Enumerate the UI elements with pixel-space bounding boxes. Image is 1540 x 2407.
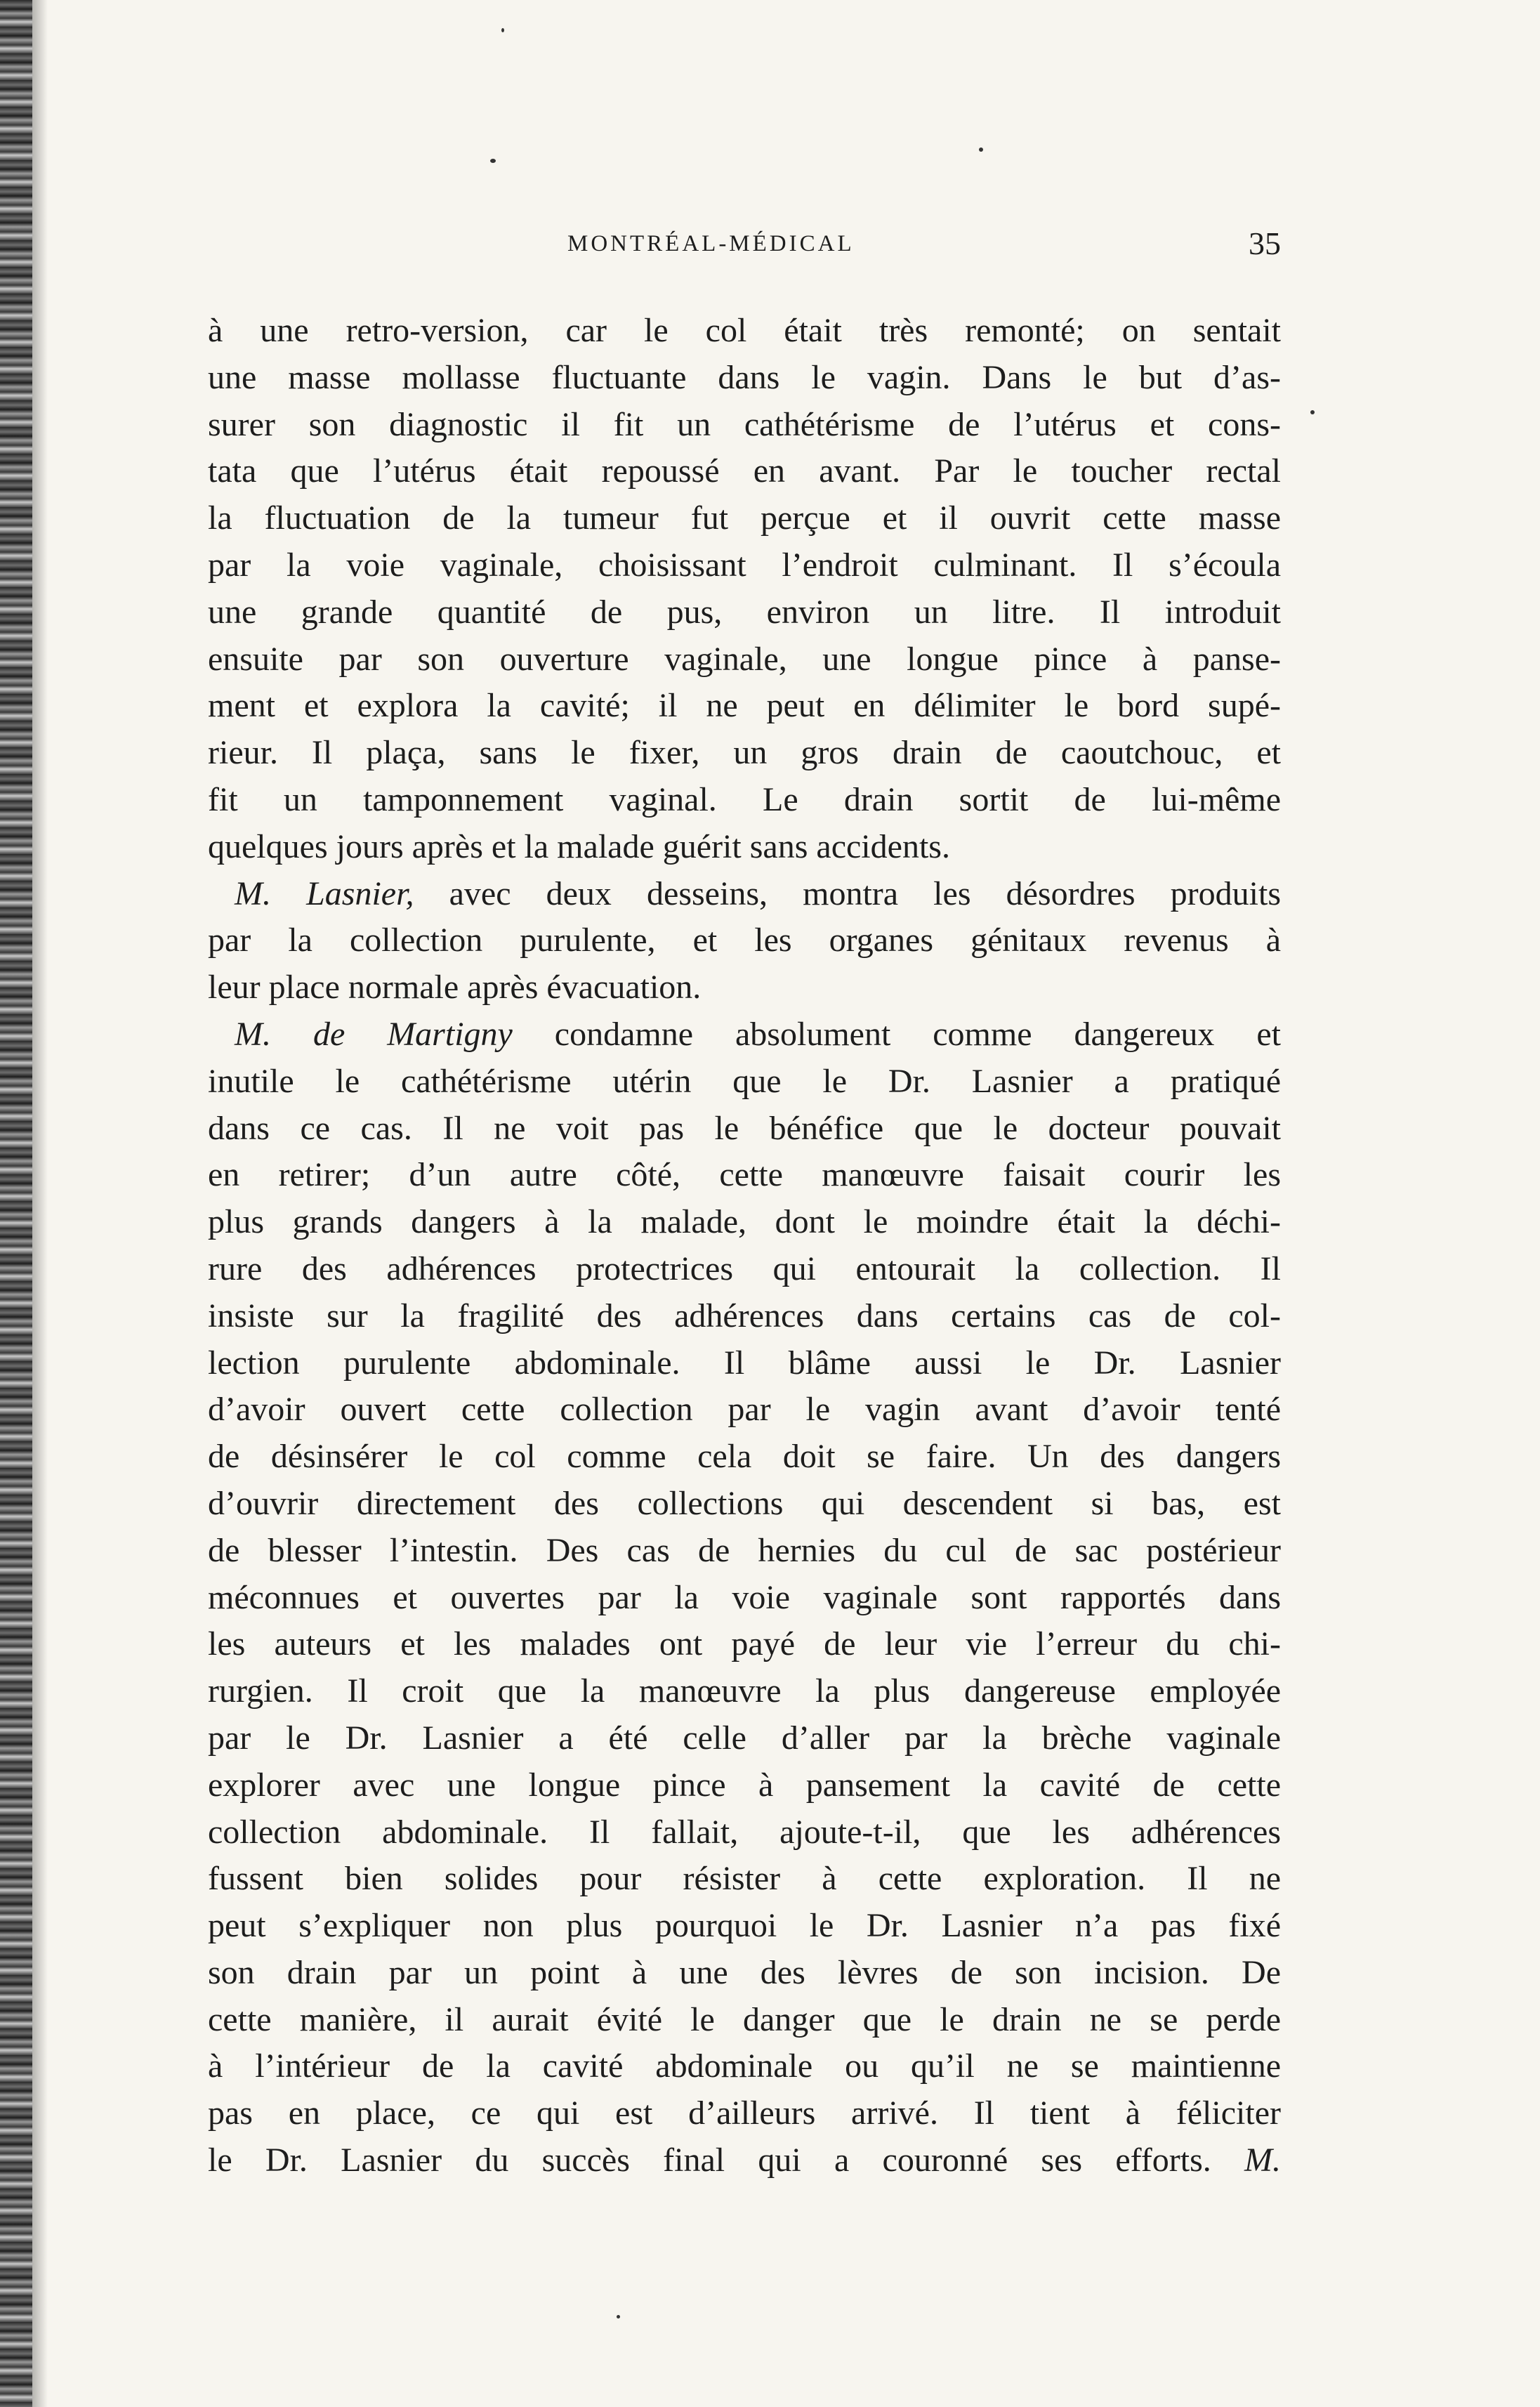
text-line: de désinsérer le col comme cela doit se faire. Un des dangers xyxy=(208,1438,1281,1476)
text-line: rure des adhérences protectrices qui entourait la collection. Il xyxy=(208,1250,1281,1287)
text-line: ensuite par son ouverture vaginale, une longue pince à panse- xyxy=(208,640,1281,678)
text-line: à une retro-version, car le col était très remonté; on sentait xyxy=(208,312,1281,349)
text-line: d’avoir ouvert cette collection par le vagin avant d’avoir tenté xyxy=(208,1391,1281,1429)
text-line: rieur. Il plaça, sans le fixer, un gros drain de caoutchouc, et xyxy=(208,734,1281,772)
text-line: en retirer; d’un autre côté, cette manœuvre faisait courir les xyxy=(208,1156,1281,1194)
text-line: fit un tamponnement vaginal. Le drain sortit de lui-même xyxy=(208,780,1281,818)
text-line: insiste sur la fragilité des adhérences dans certains cas de col- xyxy=(208,1297,1281,1334)
text-line: la fluctuation de la tumeur fut perçue et il ouvrit cette masse xyxy=(208,499,1281,537)
text-line: de blesser l’intestin. Des cas de hernies du cul de sac postérieur xyxy=(208,1531,1281,1569)
text-line: M. de Martigny condamne absolument comme dangereux et xyxy=(235,1015,1281,1053)
speaker-name: M. de Martigny xyxy=(235,1015,513,1053)
speaker-name: M. Lasnier, xyxy=(235,874,414,912)
text-line: le Dr. Lasnier du succès final qui a couronné ses efforts. M. xyxy=(208,2142,1282,2179)
paragraph-de-martigny xyxy=(208,1011,1281,2184)
running-title: MONTRÉAL-MÉDICAL xyxy=(567,231,855,256)
text-line: ment et explora la cavité; il ne peut en délimiter le bord supé- xyxy=(208,687,1281,725)
print-speck xyxy=(617,2315,620,2319)
text-line: tata que l’utérus était repoussé en avant. Par le toucher rectal xyxy=(208,452,1281,490)
text-line: lection purulente abdominale. Il blâme aussi le Dr. Lasnier xyxy=(208,1344,1281,1382)
text-line: explorer avec une longue pince à pansement la cavité de cette xyxy=(208,1766,1281,1804)
paragraph-case-report xyxy=(208,308,1281,871)
binding-shadow xyxy=(32,0,48,2407)
text-line: par la voie vaginale, choisissant l’endroit culminant. Il s’écoula xyxy=(208,546,1281,584)
text-line: M. Lasnier, avec deux desseins, montra les désordres produits xyxy=(235,874,1281,912)
text-line: leur place normale après évacuation. xyxy=(208,969,702,1006)
text-line: une masse mollasse fluctuante dans le vagin. Dans le but d’as- xyxy=(208,358,1281,396)
text-line: peut s’expliquer non plus pourquoi le Dr. Lasnier n’a pas fixé xyxy=(208,1907,1281,1945)
print-speck xyxy=(490,159,496,163)
text-line: surer son diagnostic il fit un cathétérisme de l’utérus et cons- xyxy=(208,405,1281,443)
print-speck xyxy=(501,28,504,32)
text-line: collection abdominale. Il fallait, ajoute-t-il, que les adhérences xyxy=(208,1813,1281,1851)
paragraph-lasnier xyxy=(208,871,1281,1011)
article-body xyxy=(208,308,1281,2184)
text-line: son drain par un point à une des lèvres de son incision. De xyxy=(208,1953,1281,1991)
print-speck xyxy=(1310,410,1315,414)
text-line: fussent bien solides pour résister à cette exploration. Il ne xyxy=(208,1860,1281,1898)
page-header xyxy=(208,226,1281,261)
text-line: cette manière, il aurait évité le danger que le drain ne se perde xyxy=(208,2000,1281,2038)
text-line: pas en place, ce qui est d’ailleurs arrivé. Il tient à féliciter xyxy=(208,2094,1281,2132)
text-line: plus grands dangers à la malade, dont le moindre était la déchi- xyxy=(208,1203,1281,1241)
text-line: les auteurs et les malades ont payé de leur vie l’erreur du chi- xyxy=(208,1625,1281,1663)
continued-speaker: M. xyxy=(1244,2142,1282,2179)
text-line: à l’intérieur de la cavité abdominale ou qu’il ne se maintienne xyxy=(208,2047,1281,2085)
text-line: inutile le cathétérisme utérin que le Dr. Lasnier a pratiqué xyxy=(208,1062,1281,1100)
binding-edge xyxy=(0,0,32,2407)
text-line: dans ce cas. Il ne voit pas le bénéfice que le docteur pouvait xyxy=(208,1109,1281,1147)
text-line: une grande quantité de pus, environ un litre. Il introduit xyxy=(208,593,1281,631)
text-line: par la collection purulente, et les organes génitaux revenus à xyxy=(208,922,1281,959)
text-line: quelques jours après et la malade guérit sans accidents. xyxy=(208,827,950,865)
print-speck xyxy=(979,147,983,152)
page-number: 35 xyxy=(1249,225,1281,261)
text-line: par le Dr. Lasnier a été celle d’aller par la brèche vaginale xyxy=(208,1719,1281,1757)
text-line: rurgien. Il croit que la manœuvre la plus dangereuse employée xyxy=(208,1672,1281,1710)
text-line: méconnues et ouvertes par la voie vaginale sont rapportés dans xyxy=(208,1578,1281,1616)
text-line: d’ouvrir directement des collections qui descendent si bas, est xyxy=(208,1484,1281,1522)
